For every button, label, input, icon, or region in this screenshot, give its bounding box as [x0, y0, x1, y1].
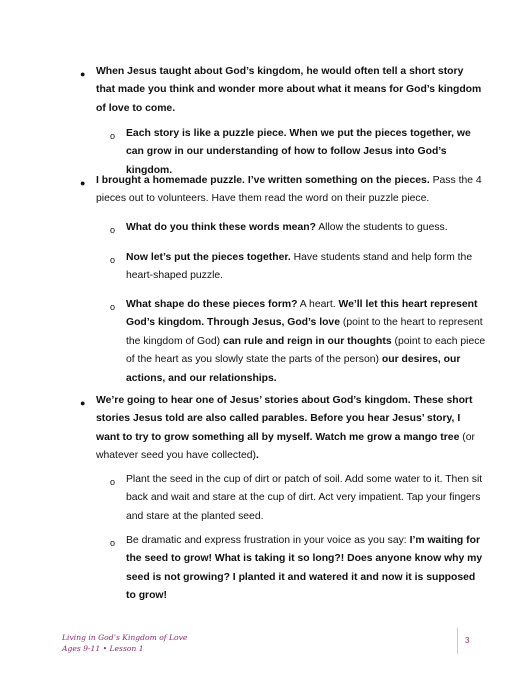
bullet-marker: ●	[80, 69, 86, 79]
sub-bullet-item	[126, 219, 486, 237]
body-text: Allow the students to guess.	[315, 222, 448, 233]
footer-divider	[457, 628, 458, 654]
body-text: (point to each piece of the heart as you slowly state the parts of the person)	[126, 335, 486, 366]
page-footer	[62, 632, 187, 654]
bullet-marker: ●	[80, 398, 86, 408]
bullet-marker: ●	[80, 178, 86, 188]
bold-text: We’re going to hear one of Jesus’ stories about God’s kingdom. These short stories Jesus told are also called parables. Before you hear Jesus’ story, I want to try to grow something all by myself. Watch me grow a mango tree	[96, 395, 473, 443]
sub-bullet-item	[126, 471, 486, 526]
body-text: A heart.	[297, 299, 339, 310]
bold-text: What do you think these words mean?	[126, 222, 316, 233]
bold-text: Now let’s put the pieces together.	[126, 252, 291, 263]
sub-bullet-item	[126, 532, 486, 606]
bold-text: Each story is like a puzzle piece. When we put the pieces together, we can grow in our understanding of how to follow Jesus into God’s kingdom.	[126, 128, 471, 176]
bold-text: I brought a homemade puzzle. I’ve written something on the pieces.	[96, 175, 430, 186]
sub-bullet-marker: o	[110, 302, 116, 312]
sub-bullet-marker: o	[110, 131, 116, 141]
body-text: (point to the heart to represent the kingdom of God)	[126, 317, 483, 347]
body-text: Pass the 4 pieces out to volunteers. Have them read the word on their puzzle piece.	[96, 175, 482, 205]
bold-text: We’ll let this heart represent God’s kingdom. Through Jesus, God’s love	[126, 299, 478, 329]
bullet-item	[96, 63, 482, 118]
footer-title: Living in God’s Kingdom of Love	[62, 633, 188, 642]
sub-bullet-marker: o	[110, 538, 116, 548]
body-text: Plant the seed in the cup of dirt or patch of soil. Add some water to it. Then sit back and wait and stare at the cup of dirt. Act very impatient. Tap your fingers and stare at the planted seed.	[126, 474, 483, 522]
sub-bullet-item	[126, 249, 486, 286]
bullet-item	[96, 392, 482, 466]
bold-text: our desires, our actions, and our relationships.	[126, 354, 461, 384]
body-text: Have students stand and help form the heart-shaped puzzle.	[126, 252, 473, 282]
page-number: 3	[465, 636, 470, 645]
sub-bullet-marker: o	[110, 477, 116, 487]
sub-bullet-item	[126, 296, 486, 388]
bullet-item	[96, 172, 482, 209]
body-text: (or whatever seed you have collected)	[96, 431, 475, 462]
sub-bullet-marker: o	[110, 225, 116, 235]
bold-text: can rule and reign in our thoughts	[223, 335, 392, 347]
bold-text: What shape do these pieces form?	[126, 299, 298, 310]
footer-subtitle: Ages 9-11 • Lesson 1	[62, 644, 144, 653]
bold-text: I’m waiting for the seed to grow! What is taking it so long?! Does anyone know why my seed is not growing? I planted it and watered it and now it is supposed to grow!	[126, 535, 483, 602]
bold-text: .	[256, 450, 259, 462]
sub-bullet-marker: o	[110, 255, 116, 265]
body-text: Be dramatic and express frustration in your voice as you say:	[126, 535, 410, 546]
bold-text: When Jesus taught about God’s kingdom, he would often tell a short story that made you think and wonder more about what it means for God’s kingdom of love to come.	[96, 66, 482, 114]
